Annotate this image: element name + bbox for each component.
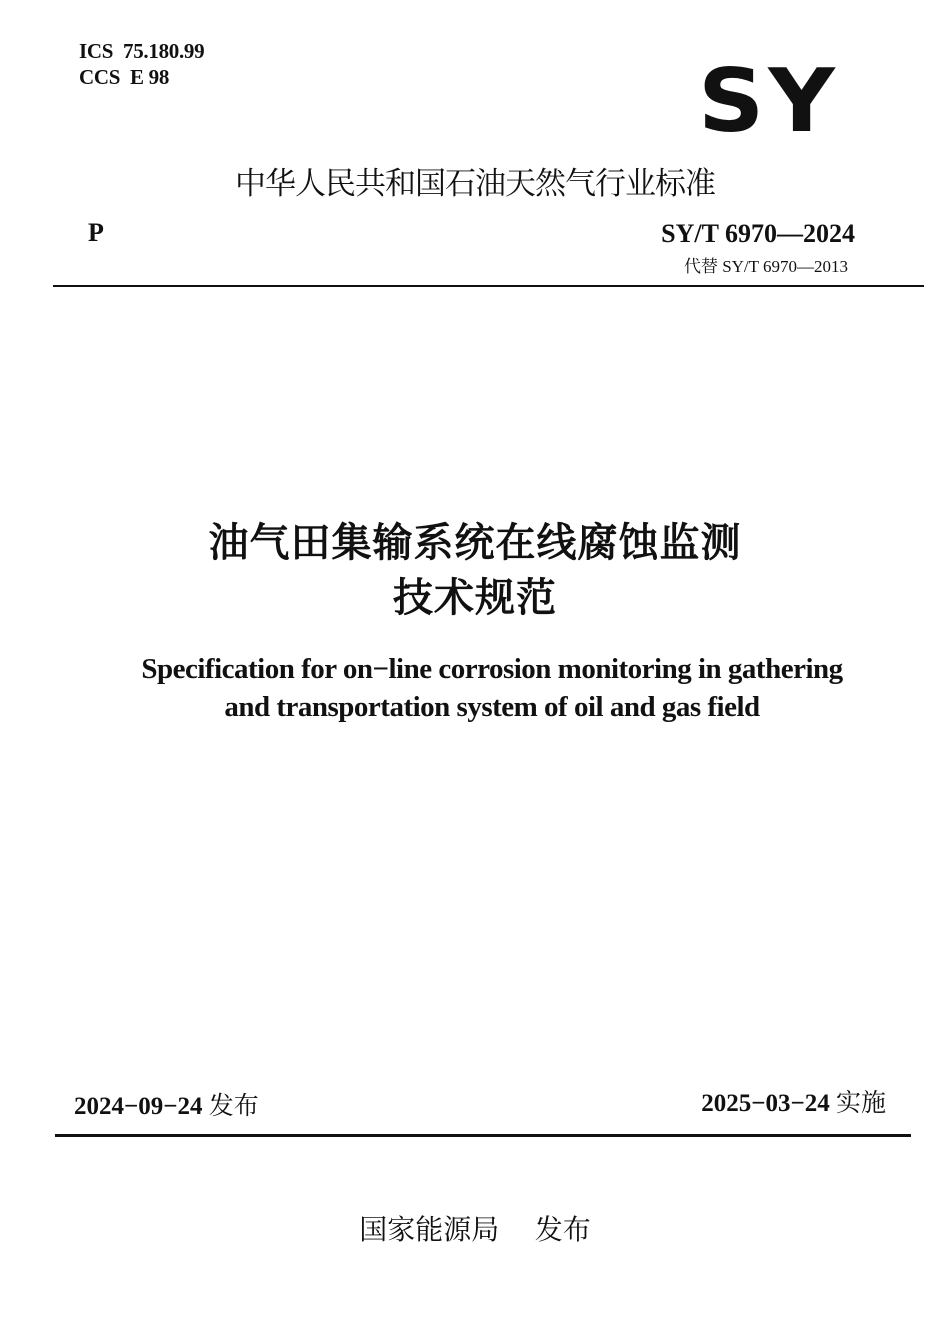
implementation-date-block [560, 1087, 886, 1120]
issuing-authority: 国家能源局 发布 [359, 1213, 591, 1246]
english-title-line-1: Specification for on−line corrosion monitoring in gathering [141, 653, 843, 685]
bottom-divider [55, 1134, 911, 1137]
chinese-title-line-2: 技术规范 [393, 575, 557, 621]
english-title-line-2: and transportation system of oil and gas field [224, 691, 760, 723]
industry-standard-title: 中华人民共和国石油天然气行业标准 [235, 166, 715, 202]
ccs-code: CCS E 98 [79, 65, 170, 89]
issue-label: 发布 [208, 1091, 259, 1120]
english-title [0, 650, 950, 726]
top-divider [53, 285, 924, 287]
replaces-note: 代替 SY/T 6970—2013 [683, 257, 848, 276]
implementation-label: 实施 [835, 1088, 886, 1117]
chinese-title [0, 516, 950, 626]
classification-codes [79, 38, 204, 90]
issue-date: 2024−09−24 [74, 1093, 203, 1120]
sy-logo: SY [698, 50, 839, 153]
implementation-date: 2025−03−24 [701, 1090, 830, 1117]
standard-number: SY/T 6970—2024 [661, 219, 855, 248]
ics-code: ICS 75.180.99 [79, 39, 205, 63]
chinese-title-line-1: 油气田集输系统在线腐蚀监测 [208, 520, 742, 566]
issue-date-block [74, 1090, 259, 1123]
category-letter: P [88, 218, 104, 247]
